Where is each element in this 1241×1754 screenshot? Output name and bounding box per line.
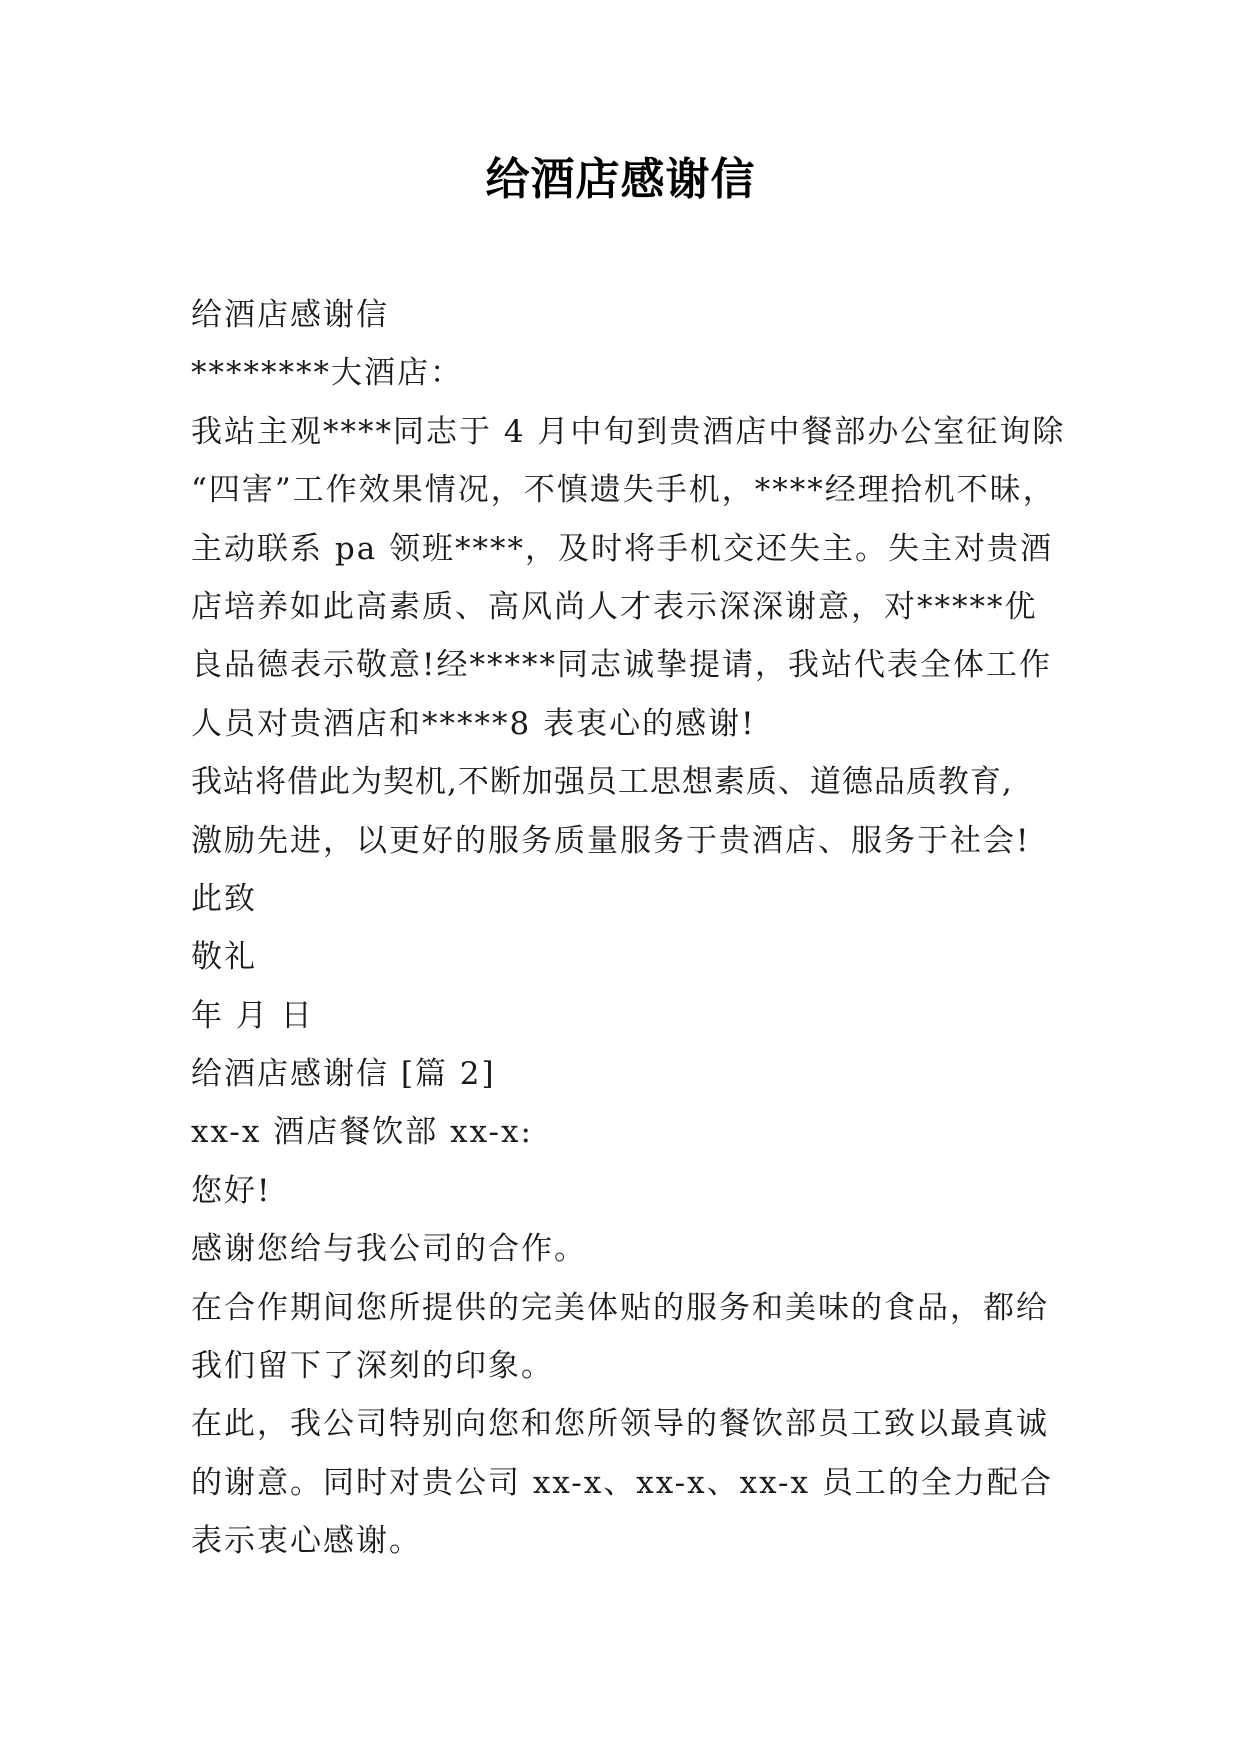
body-line-paragraph: 良品德表示敬意!经*****同志诚挚提请，我站代表全体工作: [191, 647, 1052, 684]
body-line-paragraph: 我站主观****同志于 4 月中旬到贵酒店中餐部办公室征询除: [191, 413, 1066, 450]
body-line-paragraph: 主动联系 pa 领班****，及时将手机交还失主。失主对贵酒: [191, 530, 1054, 567]
body-line-heading: 给酒店感谢信: [191, 297, 389, 333]
body-line-section-heading: 给酒店感谢信 [篇 2]: [191, 1056, 496, 1093]
body-line-salutation: ********大酒店：: [191, 355, 463, 392]
body-line-paragraph: 激励先进，以更好的服务质量服务于贵酒店、服务于社会!: [191, 822, 1031, 859]
body-line-paragraph: “四害”工作效果情况，不慎遗失手机，****经理拾机不昧，: [191, 472, 1056, 509]
body-line-paragraph: 表示衷心感谢。: [191, 1523, 422, 1560]
body-line-paragraph: 在此，我公司特别向您和您所领导的餐饮部员工致以最真诚: [191, 1406, 1049, 1443]
body-line-paragraph: 的谢意。同时对贵公司 xx-x、xx-x、xx-x 员工的全力配合: [191, 1464, 1053, 1501]
body-line-paragraph: 感谢您给与我公司的合作。: [191, 1231, 587, 1268]
body-line-date: 年 月 日: [191, 997, 314, 1034]
body-line-paragraph: 人员对贵酒店和*****8 表衷心的感谢!: [191, 705, 756, 742]
body-line-greeting: 您好!: [191, 1172, 272, 1209]
body-line-closing: 敬礼: [191, 939, 257, 976]
body-line-salutation: xx-x 酒店餐饮部 xx-x:: [191, 1114, 533, 1151]
body-line-paragraph: 店培养如此高素质、高风尚人才表示深深谢意，对*****优: [191, 588, 1038, 625]
body-line-paragraph: 在合作期间您所提供的完美体贴的服务和美味的食品，都给: [191, 1289, 1049, 1326]
body-line-paragraph: 我站将借此为契机,不断加强员工思想素质、道德品质教育,: [191, 764, 1013, 801]
body-line-paragraph: 我们留下了深刻的印象。: [191, 1348, 554, 1385]
body-line-closing: 此致: [191, 880, 257, 917]
document-body: [191, 286, 1071, 1571]
document-title: 给酒店感谢信: [485, 154, 756, 205]
